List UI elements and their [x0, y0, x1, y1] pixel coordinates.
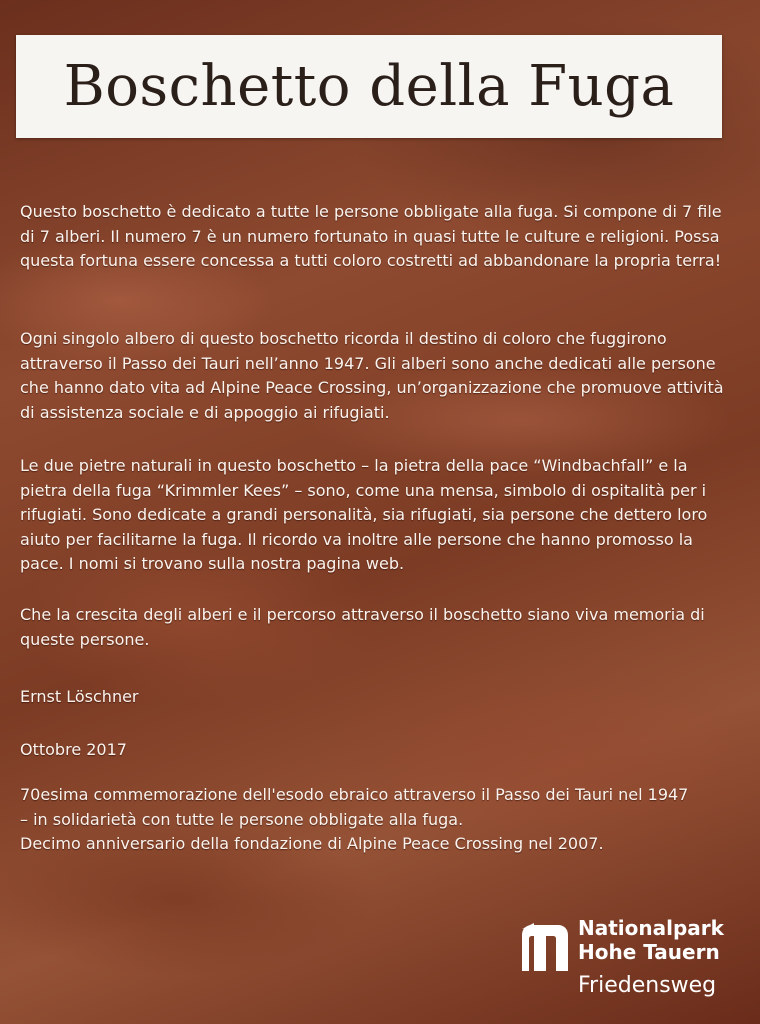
- paragraph-intro: Questo boschetto è dedicato a tutte le persone obbligate alla fuga. Si compone di 7 file di 7 alberi. Il numero 7 è un numero fortunato in quasi tutte le culture e religioni. Possa questa fortuna essere concessa a tutti coloro costretti ad abbandonare la propria terra!: [20, 202, 722, 270]
- nationalpark-mark-icon: [520, 921, 570, 973]
- author-name: Ernst Löschner: [20, 687, 139, 706]
- logo-text-line2: Hohe Tauern: [578, 940, 720, 964]
- page-title: Boschetto della Fuga: [63, 54, 675, 119]
- paragraph-stones: Le due pietre naturali in questo boschetto – la pietra della pace “Windbachfall” e la pietra della fuga “Krimmler Kees” – sono, come una mensa, simbolo di ospitalità per i rifugiati. Sono dedicate a grandi personalità, sia rifugiati, sia persone che dettero loro aiuto per facilitarne la fuga. Il ricordo va inoltre alle persone che hanno promosso la pace. I nomi si trovano sulla nostra pagina web.: [20, 456, 708, 573]
- paragraph-trees: Ogni singolo albero di questo boschetto ricorda il destino di coloro che fuggirono attraverso il Passo dei Tauri nell’anno 1947. Gli alberi sono anche dedicati alle persone che hanno dato vita ad Alpine Peace Crossing, un’organizzazione che promuove attività di assistenza sociale e di appoggio ai rifugiati.: [20, 329, 724, 422]
- paragraph-memory: Che la crescita degli alberi e il percorso attraverso il boschetto siano viva memoria di queste persone.: [20, 605, 705, 649]
- closing-line: 70esima commemorazione dell'esodo ebraico attraverso il Passo dei Tauri nel 1947: [20, 785, 689, 804]
- logo-text-line1: Nationalpark: [578, 916, 724, 940]
- closing-line: Decimo anniversario della fondazione di Alpine Peace Crossing nel 2007.: [20, 834, 604, 853]
- closing-line: – in solidarietà con tutte le persone obbligate alla fuga.: [20, 809, 464, 829]
- date: Ottobre 2017: [20, 740, 127, 759]
- title-banner: [16, 35, 722, 138]
- logo-subtitle: Friedensweg: [578, 973, 717, 998]
- nationalpark-logo: [520, 915, 744, 1007]
- closing-note: [20, 783, 732, 857]
